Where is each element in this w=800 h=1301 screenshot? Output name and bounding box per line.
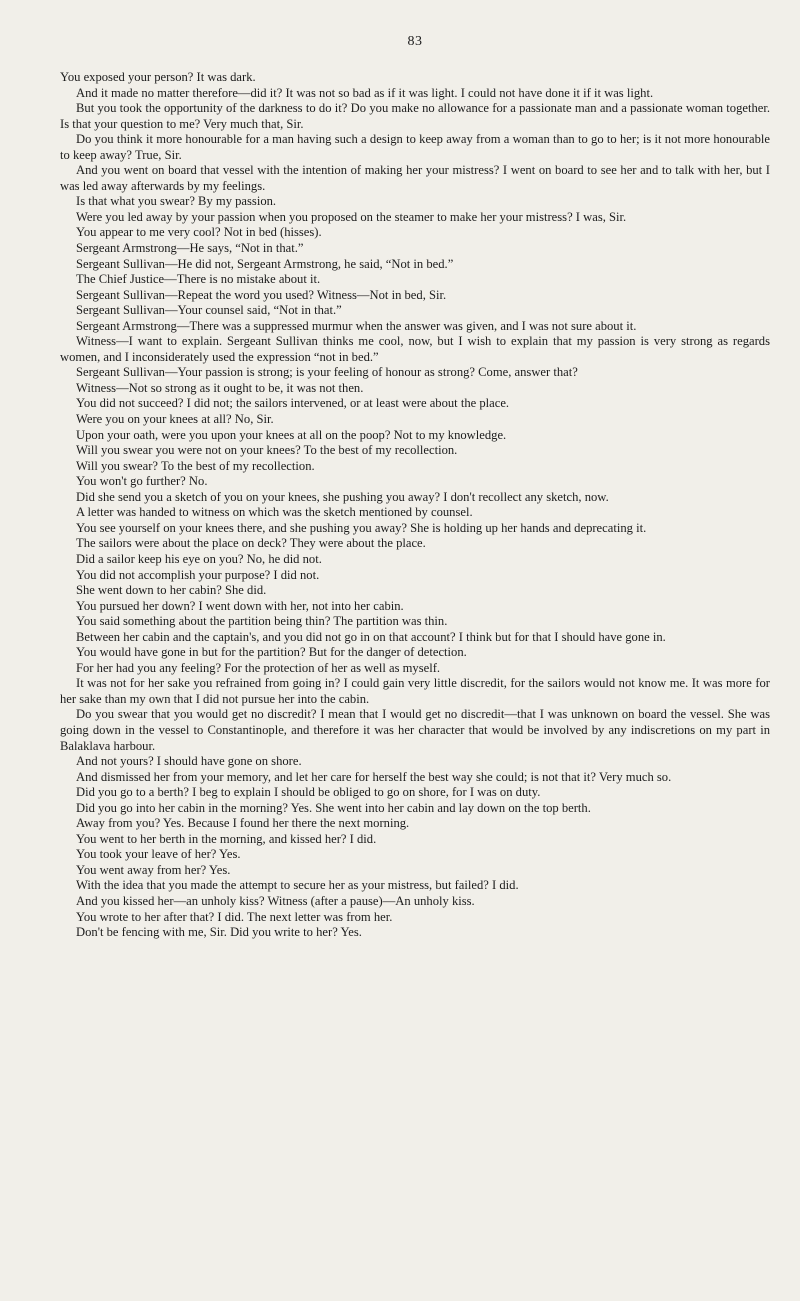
paragraph: You appear to me very cool? Not in bed (hisses). (76, 225, 322, 240)
paragraph: Upon your oath, were you upon your knees at all on the poop? Not to my knowledge. (76, 427, 507, 442)
paragraph: You wrote to her after that? I did. The next letter was from her. (76, 909, 393, 924)
paragraph: You see yourself on your knees there, and she pushing you away? She is holding up her hands and deprecating it. (76, 520, 647, 535)
paragraph: And not yours? I should have gone on shore. (76, 754, 302, 769)
paragraph: Did a sailor keep his eye on you? No, he did not. (76, 551, 322, 566)
paragraph: You said something about the partition being thin? The partition was thin. (76, 614, 448, 629)
paragraph: You pursued her down? I went down with her, not into her cabin. (76, 598, 404, 613)
paragraph: Is that what you swear? By my passion. (76, 194, 277, 209)
paragraph: Don't be fencing with me, Sir. Did you write to her? Yes. (76, 925, 362, 940)
page-number: 83 (407, 34, 423, 49)
paragraph: For her had you any feeling? For the protection of her as well as myself. (76, 660, 441, 675)
paragraph: Do you swear that you would get no discredit? I mean that I would get no discredit—that I was unknown on board the vessel. She was going down in the vessel to Constantinople, and therefore it was her character that would be involved by any indiscretions on my part in Balaklava harbour. (60, 707, 770, 753)
paragraph: And you went on board that vessel with the intention of making her your mistress? I went on board to see her and to talk with her, but I was led away afterwards by my feelings. (60, 163, 770, 193)
paragraph: And it made no matter therefore—did it? It was not so bad as if it was light. I could not have done it if it was light. (76, 85, 654, 100)
paragraph: Witness—Not so strong as it ought to be, it was not then. (76, 380, 364, 395)
paragraph: You won't go further? No. (76, 474, 208, 489)
testimony-text (60, 70, 770, 941)
paragraph: Will you swear you were not on your knees? To the best of my recollection. (76, 443, 458, 458)
paragraph: Sergeant Sullivan—Your counsel said, “Not in that.” (76, 303, 342, 318)
paragraph: You went to her berth in the morning, and kissed her? I did. (76, 831, 377, 846)
paragraph: She went down to her cabin? She did. (76, 583, 267, 598)
paragraph: The Chief Justice—There is no mistake about it. (76, 272, 321, 287)
paragraph: Sergeant Armstrong—There was a suppressed murmur when the answer was given, and I was not sure about it. (76, 318, 637, 333)
paragraph: Between her cabin and the captain's, and you did not go in on that account? I think but for that I should have gone in. (76, 629, 666, 644)
paragraph: But you took the opportunity of the darkness to do it? Do you make no allowance for a passionate man and a passionate woman together. Is that your question to me? Very much that, Sir. (60, 101, 770, 131)
paragraph: And you kissed her—an unholy kiss? Witness (after a pause)—An unholy kiss. (76, 893, 475, 908)
paragraph: You went away from her? Yes. (76, 862, 231, 877)
paragraph: Did she send you a sketch of you on your knees, she pushing you away? I don't recollect any sketch, now. (76, 489, 609, 504)
paragraph: Do you think it more honourable for a man having such a design to keep away from a woman than to go to her; is it not more honourable to keep away? True, Sir. (60, 132, 770, 162)
paragraph: Will you swear? To the best of my recollection. (76, 458, 315, 473)
paragraph: Were you on your knees at all? No, Sir. (76, 412, 274, 427)
paragraph: Witness—I want to explain. Sergeant Sullivan thinks me cool, now, but I wish to explain that my passion is very strong as regards women, and I inconsiderately used the expression “not in bed.” (60, 334, 770, 364)
paragraph: You took your leave of her? Yes. (76, 847, 241, 862)
paragraph: A letter was handed to witness on which was the sketch mentioned by counsel. (76, 505, 473, 520)
paragraph: Sergeant Sullivan—Your passion is strong; is your feeling of honour as strong? Come, answer that? (76, 365, 578, 380)
paragraph: You did not succeed? I did not; the sailors intervened, or at least were about the place. (76, 396, 510, 411)
paragraph: Away from you? Yes. Because I found her there the next morning. (76, 816, 410, 831)
paragraph: Did you go to a berth? I beg to explain I should be obliged to go on shore, for I was on duty. (76, 785, 541, 800)
paragraph: Were you led away by your passion when you proposed on the steamer to make her your mistress? I was, Sir. (76, 209, 627, 224)
paragraph: And dismissed her from your memory, and let her care for herself the best way she could; is not that it? Very much so. (76, 769, 672, 784)
paragraph: You would have gone in but for the partition? But for the danger of detection. (76, 645, 467, 660)
paragraph: Sergeant Armstrong—He says, “Not in that.” (76, 241, 304, 256)
paragraph: It was not for her sake you refrained from going in? I could gain very little discredit, for the sailors would not know me. It was more for her sake than my own that I did not pursue her into the cabin. (60, 676, 770, 706)
paragraph: The sailors were about the place on deck? They were about the place. (76, 536, 426, 551)
paragraph: Sergeant Sullivan—He did not, Sergeant Armstrong, he said, “Not in bed.” (76, 256, 454, 271)
paragraph: With the idea that you made the attempt to secure her as your mistress, but failed? I did. (76, 878, 519, 893)
paragraph: You exposed your person? It was dark. (60, 70, 256, 84)
paragraph: Did you go into her cabin in the morning? Yes. She went into her cabin and lay down on the top berth. (76, 800, 591, 815)
paragraph: Sergeant Sullivan—Repeat the word you used? Witness—Not in bed, Sir. (76, 287, 447, 302)
paragraph: You did not accomplish your purpose? I did not. (76, 567, 320, 582)
